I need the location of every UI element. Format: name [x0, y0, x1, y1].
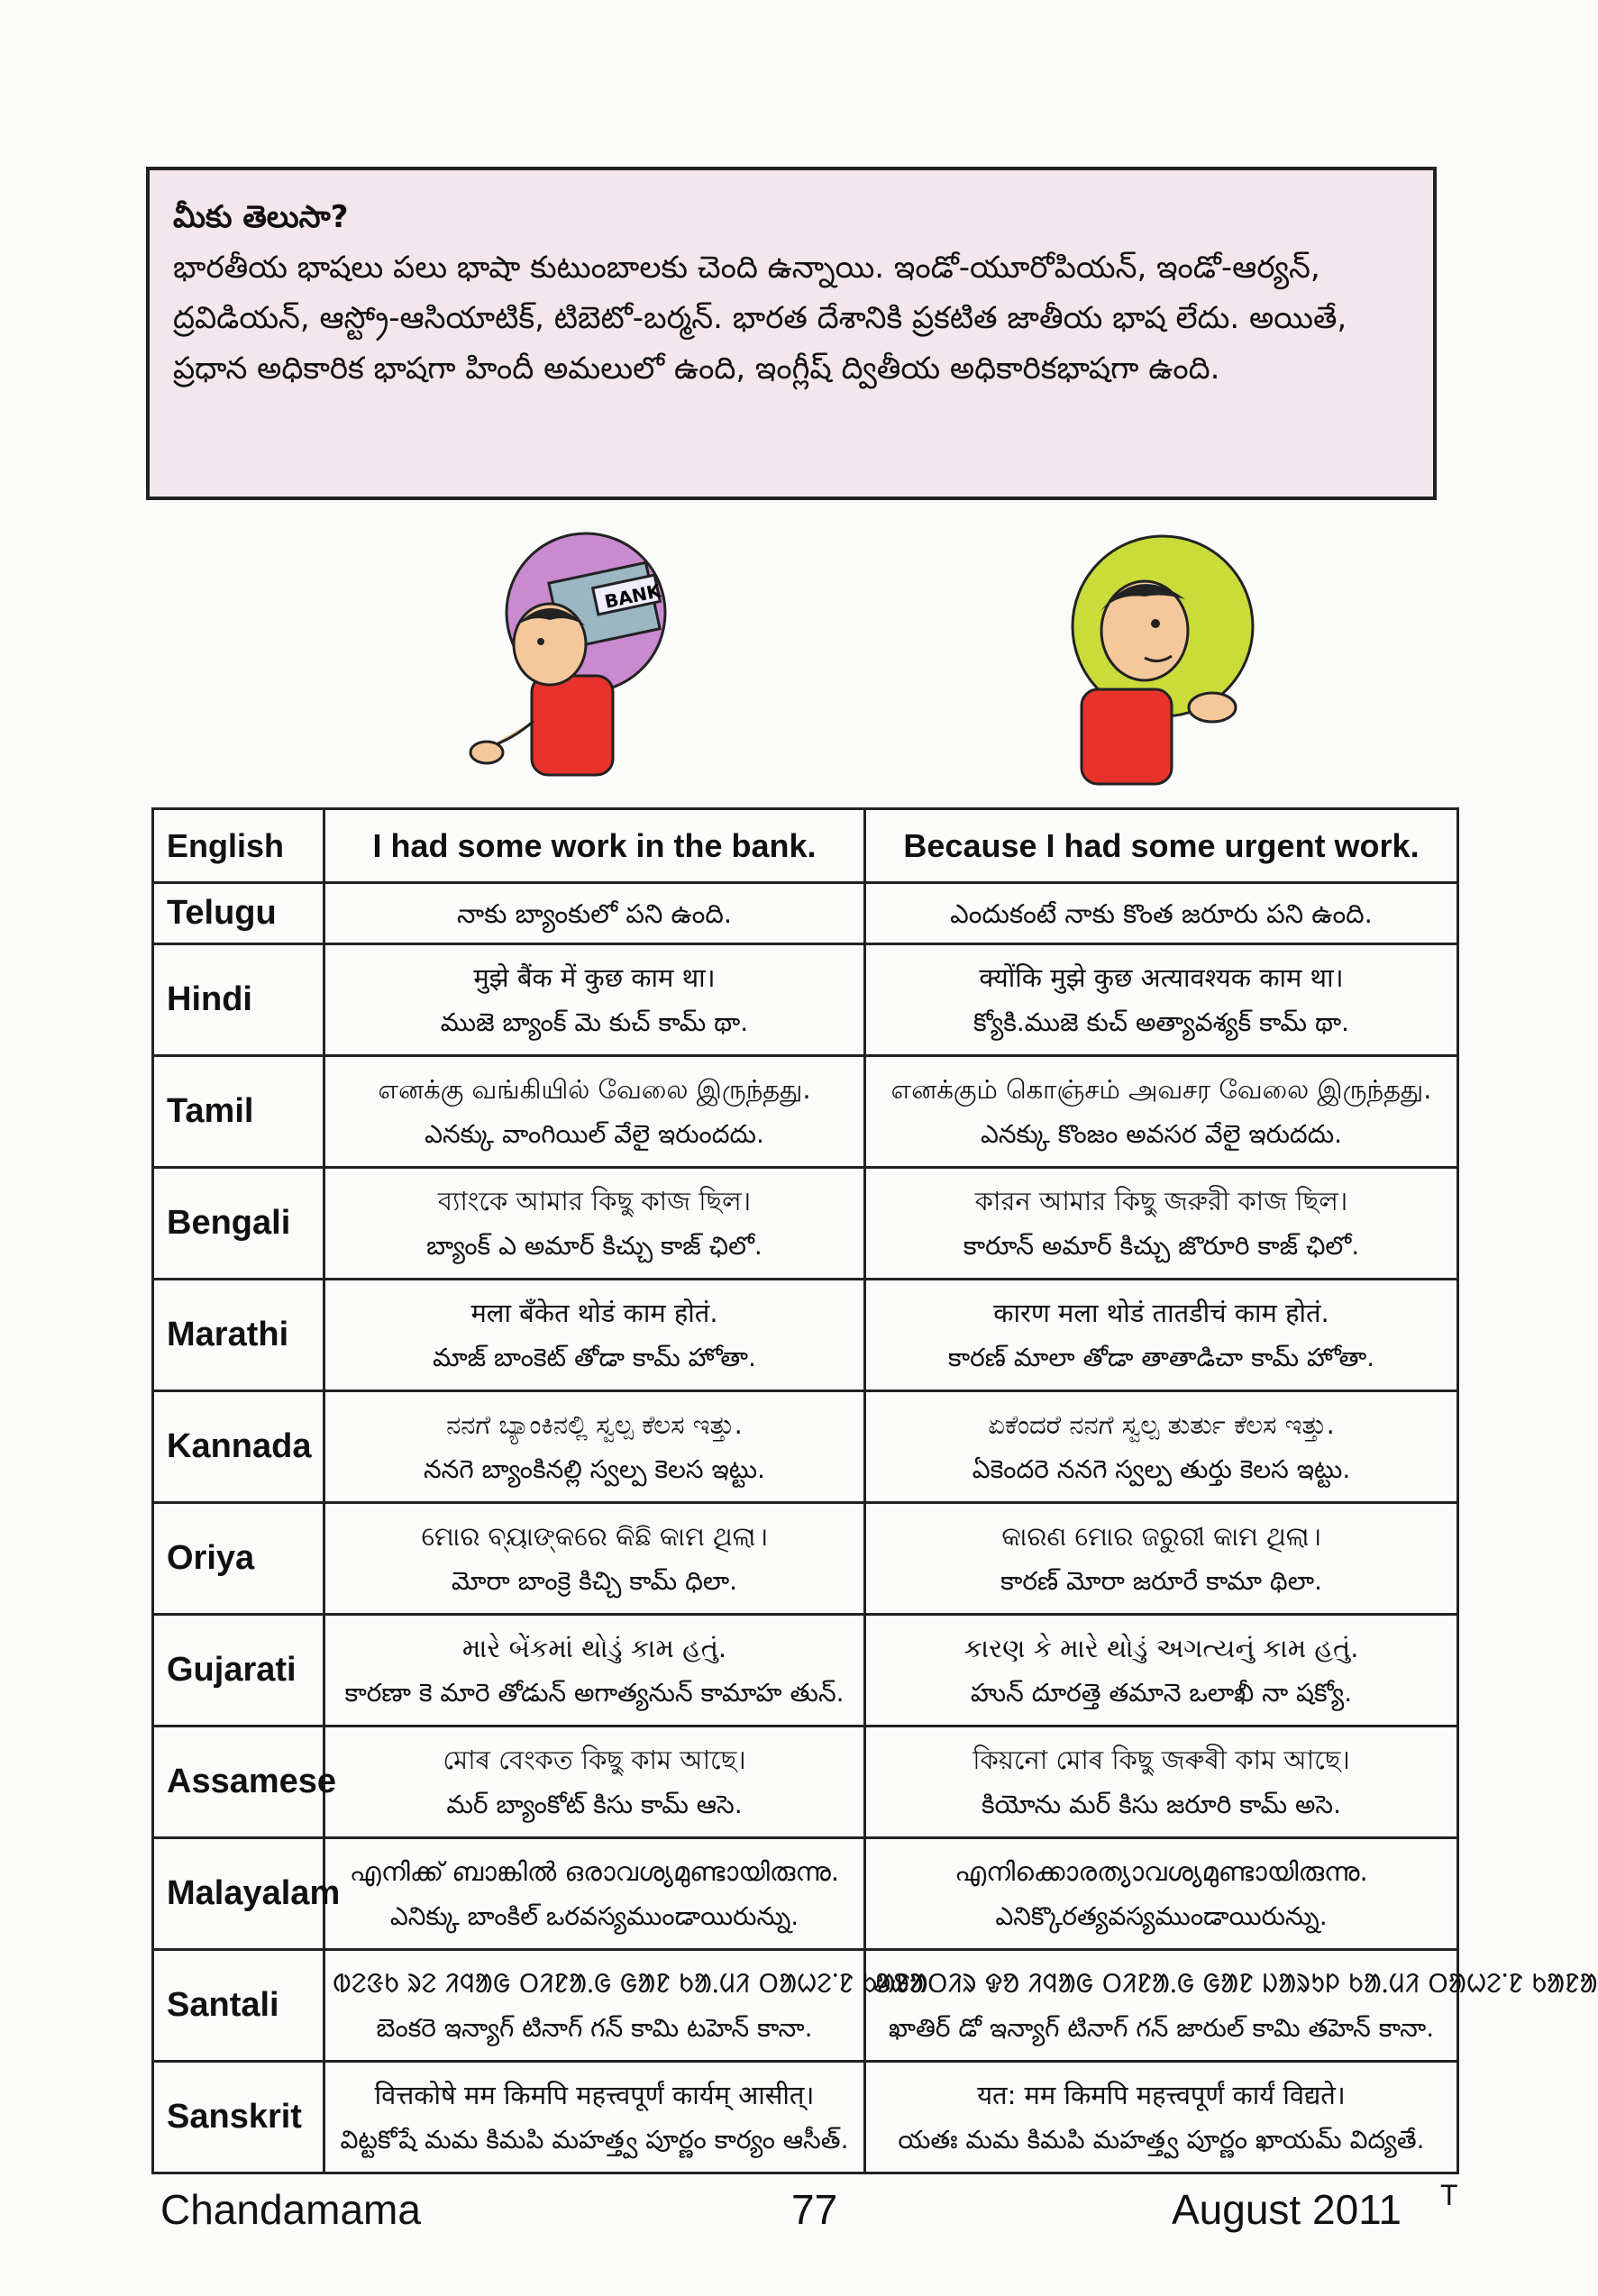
sentence-1-cell: ᱵᱮᱝᱠ ᱨᱮ ᱤᱧᱟᱜ ᱛᱤᱱᱟᱹᱜ ᱜᱟᱱ ᱠᱟᱹᱢᱤ ᱛᱟᱦᱮᱸᱱ ᱠᱟᱱᱟ బెంకరె ఇన్యాగ్ టినాగ్ గన్ కామి టహెన్ కానా. — [324, 1950, 865, 2062]
urgent-boy-illustration — [1009, 541, 1298, 793]
row-language: Malayalam — [153, 1838, 324, 1950]
table-row — [153, 1503, 1458, 1615]
row-language: Assamese — [153, 1727, 324, 1838]
table-row — [153, 1615, 1458, 1727]
table-row — [153, 1950, 1458, 2062]
sentence-1-cell: ব্যাংকে আমার কিছু কাজ ছিল। బ్యాంక్ ఎ అమార్ కిచ్చు కాజ్ ఛిలో. — [324, 1168, 865, 1280]
row-language: Tamil — [153, 1056, 324, 1168]
infobox-body: భారతీయ భాషలు పలు భాషా కుటుంబాలకు చెంది ఉన్నాయి. ఇండో-యూరోపియన్, ఇండో-ఆర్యన్, ద్రవిడియన్, ఆస్ట్రో-ఆసియాటిక్, టిబెటో-బర్మన్. భారత దేశానికి ప్రకటిత జాతీయ భాష లేదు. అయితే, ప్రధాన అధికారిక భాషగా హిందీ అమలులో ఉంది, ఇంగ్లీష్ ద్వితీయ అధికారికభాషగా ఉంది. — [173, 250, 1347, 387]
sentence-2-cell: કારણ કે મારે થોડું અગત્યનું કામ હતું. హున్ దూరత్తె తమానె ఒలాఖీ నా షక్యో. — [865, 1615, 1458, 1727]
table-row — [153, 1056, 1458, 1168]
row-language: Hindi — [153, 944, 324, 1056]
header-language: English — [153, 809, 324, 883]
row-language: Sanskrit — [153, 2062, 324, 2173]
magazine-name: Chandamama — [160, 2186, 421, 2233]
sentence-1-cell: মোৰ বেংকত কিছু কাম আছে। మర్ బ్యాంకోట్ కిసు కామ్ ఆసె. — [324, 1727, 865, 1838]
sentence-1-cell: ನನಗೆ ಬ್ಯಾಂಕಿನಲ್ಲಿ ಸ್ವಲ್ಪ ಕೆಲಸ ಇತ್ತು. ననగె బ్యాంకినల్లి స్వల్ప కెలస ఇట్టు. — [324, 1391, 865, 1503]
sentence-2-cell: କାରଣ ମୋର ଜରୁରୀ କାମ ଥିଲା। కారణ్ మోరా జరూరే కామా థిలా. — [865, 1503, 1458, 1615]
row-language: Santali — [153, 1950, 324, 2062]
row-language: Kannada — [153, 1391, 324, 1503]
table-row — [153, 1727, 1458, 1838]
sentence-1-cell: ମୋର ବ୍ୟାଙ୍କରେ କିଛି କାମ ଥିଲା। మోరా బాంక్రె కిచ్చి కామ్ ధిలా. — [324, 1503, 865, 1615]
sentence-2-cell: কারন আমার কিছু জরুরী কাজ ছিল। కారూన్ అమార్ కిచ్చు జొరూరి కాజ్ ఛిలో. — [865, 1168, 1458, 1280]
table-row — [153, 1168, 1458, 1280]
sentence-1-cell: నాకు బ్యాంకులో పని ఉంది. — [324, 883, 865, 944]
infobox-title: మీకు తెలుసా? — [173, 199, 349, 235]
sentence-2-cell: ಏಕೆಂದರೆ ನನಗೆ ಸ್ವಲ್ಪ ತುರ್ತು ಕೆಲಸ ಇತ್ತು. ఏకెందరె ననగె స్వల్ప తుర్తు కెలస ఇట్టు. — [865, 1391, 1458, 1503]
svg-text:BANK: BANK — [602, 579, 663, 613]
row-language: Oriya — [153, 1503, 324, 1615]
row-language: Bengali — [153, 1168, 324, 1280]
row-language: Telugu — [153, 883, 324, 944]
sentence-1-cell: मुझे बैंक में कुछ काम था। ముజె బ్యాంక్ మె కుచ్ కామ్ థా. — [324, 944, 865, 1056]
issue-date: August 2011 — [1172, 2186, 1402, 2233]
table-row — [153, 2062, 1458, 2173]
sentence-1-cell: मला बँकेत थोडं काम होतं. మాజ్ బాంకెట్ తోడా కామ్ హోతా. — [324, 1280, 865, 1391]
sentence-2-cell: कारण मला थोडं तातडीचं काम होतं. కారణ్ మాలా తోడా తాతాడిచా కామ్ హోతా. — [865, 1280, 1458, 1391]
translation-table — [151, 807, 1598, 2174]
page-number: 77 — [791, 2186, 838, 2233]
did-you-know-box — [146, 167, 1437, 500]
sentence-2-cell: ఎందుకంటే నాకు కొంత జరూరు పని ఉంది. — [865, 883, 1458, 944]
header-sentence-2: Because I had some urgent work. — [865, 809, 1458, 883]
row-language: Marathi — [153, 1280, 324, 1391]
sentence-1-cell: મારે બેંકમાં થોડું કામ હતું. కారణా కె మారె తోడున్ అగాత్యనున్ కామాహ తున్. — [324, 1615, 865, 1727]
header-sentence-1: I had some work in the bank. — [324, 809, 865, 883]
sentence-2-cell: क्योंकि मुझे कुछ अत्यावश्यक काम था। క్యోకి.ముజె కుచ్ అత్యావశ్యక్ కామ్ థా. — [865, 944, 1458, 1056]
bank-boy-illustration — [451, 541, 739, 793]
sentence-2-cell: কিয়নো মোৰ কিছু জৰুৰী কাম আছে। కియోను మర్ కిసు జరూరి కామ్ అసె. — [865, 1727, 1458, 1838]
table-row — [153, 1391, 1458, 1503]
sentence-1-cell: वित्तकोषे मम किमपि महत्त्वपूर्णं कार्यम् आसीत्। విట్టకోషే మమ కిమపి మహత్త్వ పూర్ణం కార్యం ఆసీత్. — [324, 2062, 865, 2173]
sentence-2-cell: ᱪᱷᱟᱛᱤᱨ ᱫᱚ ᱤᱧᱟᱜ ᱛᱤᱱᱟᱹᱜ ᱜᱟᱱ ᱡᱟᱨᱩᱞ ᱠᱟᱹᱢᱤ ᱛᱟᱦᱮᱸᱱ ᱠᱟᱱᱟ ఖాతిర్ డో ఇన్యాగ్ టినాగ్ గన్ జారుల్ కామి తహెన్ కానా. — [865, 1950, 1458, 2062]
table-row — [153, 883, 1458, 944]
table-row — [153, 1280, 1458, 1391]
sentence-1-cell: எனக்கு வங்கியில் வேலை இருந்தது. ఎనక్కు వాంగియిల్ వేలై ఇరుందదు. — [324, 1056, 865, 1168]
sentence-2-cell: यत: मम किमपि महत्त्वपूर्णं कार्यं विद्यते। యతః మమ కిమపి మహత్త్వ పూర్ణం ఖాయమ్ విద్యతే. — [865, 2062, 1458, 2173]
sentence-2-cell: എനിക്കൊരത്യാവശ്യമുണ്ടായിരുന്നു. ఎనిక్కొరత్యవస్యముండాయిరున్ను. — [865, 1838, 1458, 1950]
table-row — [153, 944, 1458, 1056]
sentence-2-cell: எனக்கும் கொஞ்சம் அவசர வேலை இருந்தது. ఎనక్కు కొంజం అవసర వేలై ఇరుదదు. — [865, 1056, 1458, 1168]
row-language: Gujarati — [153, 1615, 324, 1727]
table-row — [153, 1838, 1458, 1950]
table-header-row — [153, 809, 1458, 883]
page-mark: T — [1440, 2179, 1458, 2211]
sentence-1-cell: എനിക്ക് ബാങ്കിൽ ഒരാവശ്യമുണ്ടായിരുന്നു. ఎనిక్కు బాంకిల్ ఒరవస్యముండాయిరున్ను. — [324, 1838, 865, 1950]
